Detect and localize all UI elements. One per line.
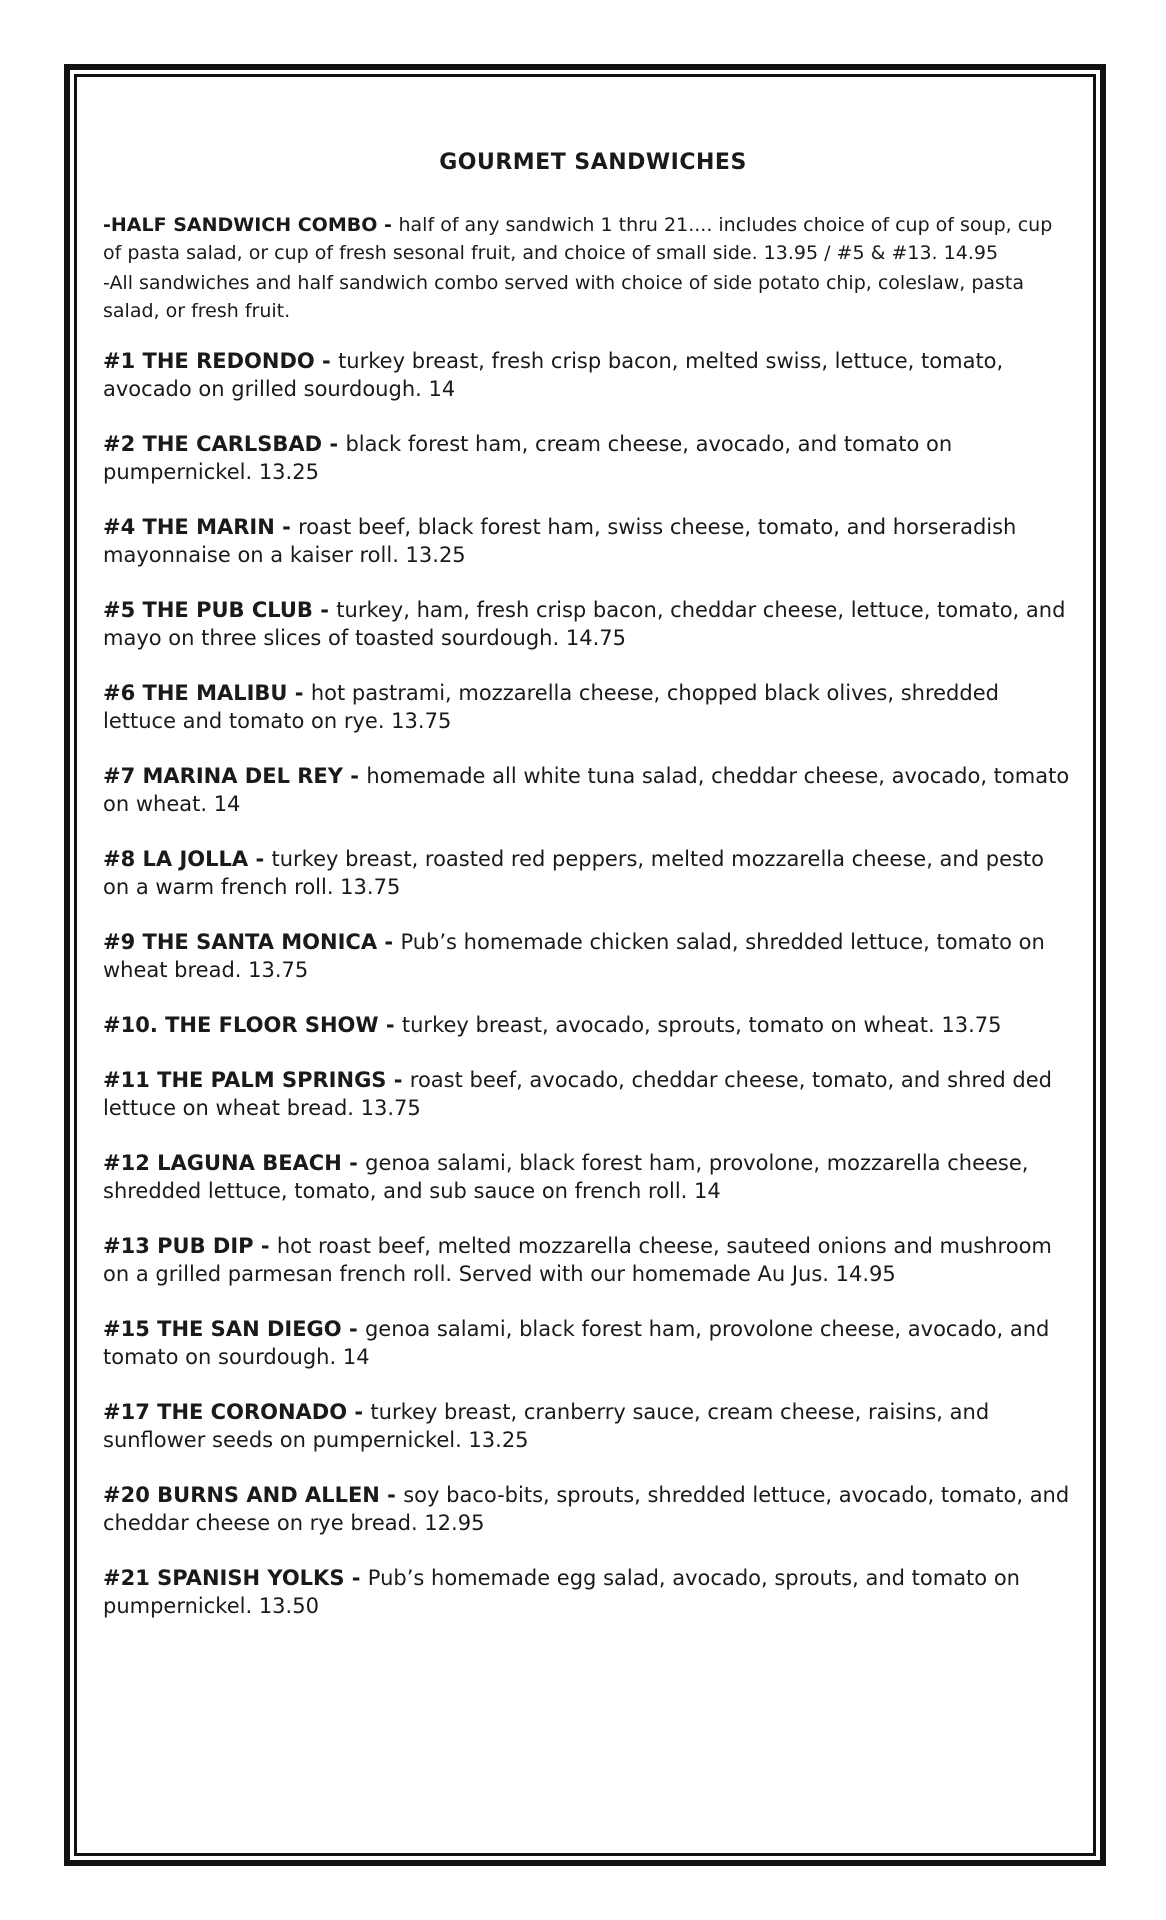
page-title: GOURMET SANDWICHES	[439, 150, 747, 175]
item-name: #12 LAGUNA BEACH -	[103, 1151, 366, 1175]
list-item	[103, 1011, 1073, 1039]
item-name: #20 BURNS AND ALLEN -	[103, 1483, 404, 1507]
menu-content	[103, 150, 1073, 1647]
list-item	[103, 1066, 1073, 1122]
item-name: #1 THE REDONDO -	[103, 349, 339, 373]
item-description: turkey breast, roasted red peppers, melted mozzarella cheese, and pesto on a warm french roll. 13.75	[103, 847, 1045, 899]
item-name: #5 THE PUB CLUB -	[103, 598, 337, 622]
item-name: #15 THE SAN DIEGO -	[103, 1317, 365, 1341]
list-item	[103, 928, 1073, 984]
item-description: genoa salami, black forest ham, provolone cheese, avocado, and tomato on sourdough. 14	[103, 1317, 1050, 1369]
item-description: genoa salami, black forest ham, provolone, mozzarella cheese, shredded lettuce, tomato, and sub sauce on french roll. 14	[103, 1151, 1029, 1203]
item-description: homemade all white tuna salad, cheddar cheese, avocado, tomato on wheat. 14	[103, 764, 1070, 816]
item-description: soy baco-bits, sprouts, shredded lettuce, avocado, tomato, and cheddar cheese on rye bread. 12.95	[103, 1483, 1070, 1535]
list-item	[103, 513, 1073, 569]
item-name: #11 THE PALM SPRINGS -	[103, 1068, 410, 1092]
item-description: turkey breast, cranberry sauce, cream cheese, raisins, and sunflower seeds on pumpernickel. 13.25	[103, 1400, 990, 1452]
list-item	[103, 1232, 1073, 1288]
item-description: turkey, ham, fresh crisp bacon, cheddar cheese, lettuce, tomato, and mayo on three slices of toasted sourdough. 14.75	[103, 598, 1066, 650]
item-description: black forest ham, cream cheese, avocado, and tomato on pumpernickel. 13.25	[103, 432, 953, 484]
item-name: #10. THE FLOOR SHOW -	[103, 1013, 402, 1037]
item-description: Pub’s homemade egg salad, avocado, sprouts, and tomato on pumpernickel. 13.50	[103, 1566, 1020, 1618]
item-description: turkey breast, avocado, sprouts, tomato on wheat. 13.75	[401, 1013, 1002, 1037]
combo-note	[103, 211, 1073, 267]
item-name: #8 LA JOLLA -	[103, 847, 272, 871]
item-description: hot pastrami, mozzarella cheese, chopped black olives, shredded lettuce and tomato on rye. 13.75	[103, 681, 999, 733]
item-description: hot roast beef, melted mozzarella cheese, sauteed onions and mushroom on a grilled parmesan french roll. Served with our homemade Au Jus. 14.95	[103, 1234, 1052, 1286]
item-name: #4 THE MARIN -	[103, 515, 299, 539]
item-name: #9 THE SANTA MONICA -	[103, 930, 401, 954]
list-item	[103, 679, 1073, 735]
sides-note: -All sandwiches and half sandwich combo served with choice of side potato chip, coleslaw, pasta salad, or fresh fruit.	[103, 272, 1025, 322]
list-item	[103, 1315, 1073, 1371]
item-name: #2 THE CARLSBAD -	[103, 432, 346, 456]
item-name: #17 THE CORONADO -	[103, 1400, 371, 1424]
combo-description: half of any sandwich 1 thru 21.... includes choice of cup of soup, cup of pasta salad, or cup of fresh sesonal fruit, and choice of small side. 13.95 / #5 & #13. 14.95	[103, 214, 1053, 264]
item-name: #13 PUB DIP -	[103, 1234, 277, 1258]
item-name: #21 SPANISH YOLKS -	[103, 1566, 368, 1590]
list-item	[103, 845, 1073, 901]
list-item	[103, 1564, 1073, 1620]
list-item	[103, 1149, 1073, 1205]
list-item	[103, 430, 1073, 486]
list-item	[103, 1481, 1073, 1537]
item-description: turkey breast, fresh crisp bacon, melted swiss, lettuce, tomato, avocado on grilled sourdough. 14	[103, 349, 1004, 401]
item-description: Pub’s homemade chicken salad, shredded lettuce, tomato on wheat bread. 13.75	[103, 930, 1045, 982]
item-description: roast beef, avocado, cheddar cheese, tomato, and shred ded lettuce on wheat bread. 13.75	[103, 1068, 1052, 1120]
list-item	[103, 762, 1073, 818]
item-description: roast beef, black forest ham, swiss cheese, tomato, and horseradish mayonnaise on a kaiser roll. 13.25	[103, 515, 1017, 567]
list-item	[103, 347, 1073, 403]
sandwich-list	[103, 347, 1073, 1620]
list-item	[103, 596, 1073, 652]
item-name: #7 MARINA DEL REY -	[103, 764, 367, 788]
list-item	[103, 1398, 1073, 1454]
item-name: #6 THE MALIBU -	[103, 681, 311, 705]
combo-name: -HALF SANDWICH COMBO -	[103, 214, 399, 236]
